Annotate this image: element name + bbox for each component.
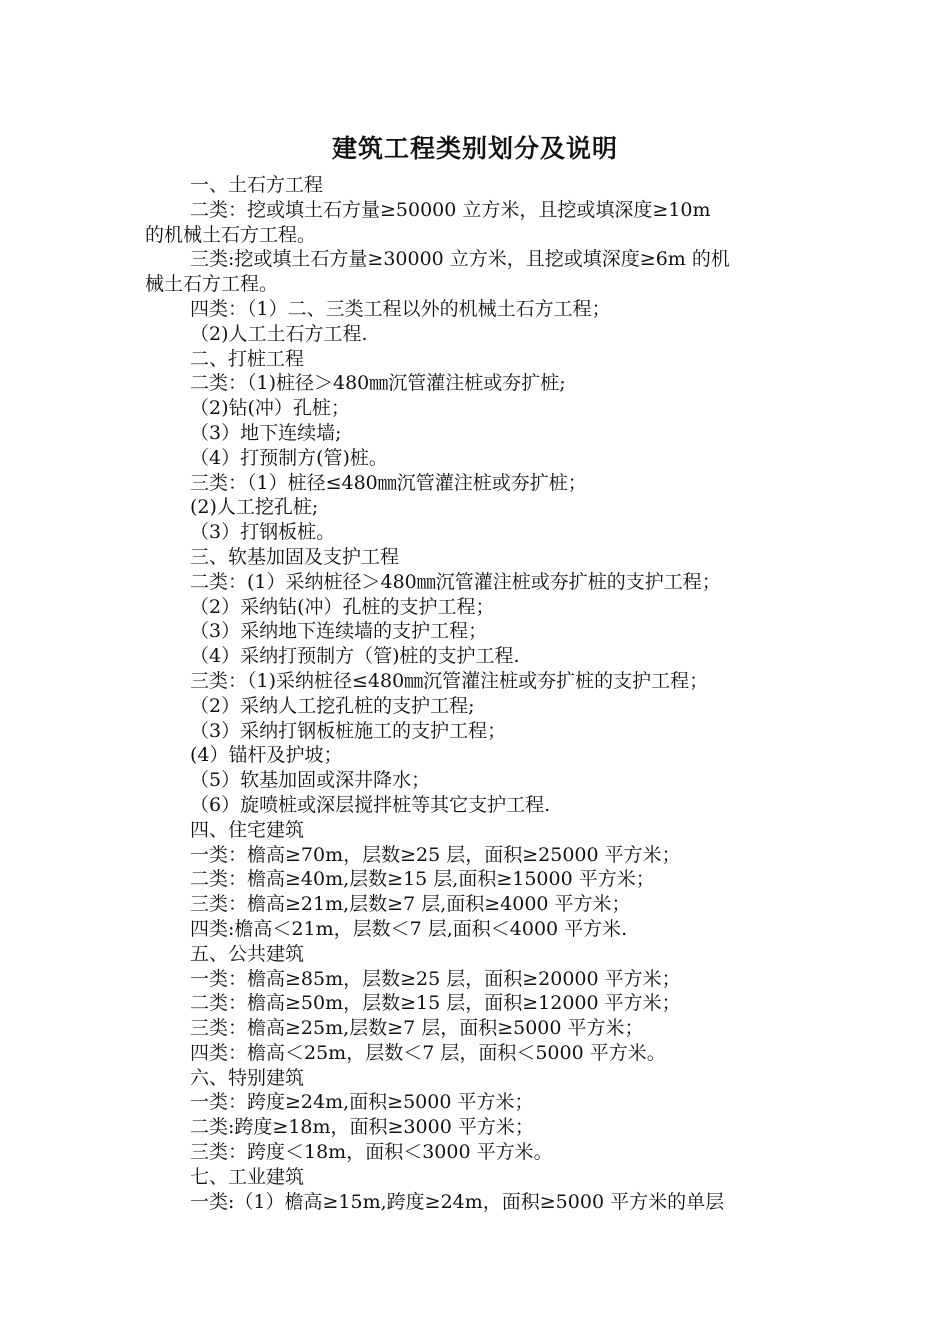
- section-heading-piling: 二、打桩工程: [190, 347, 305, 370]
- paragraph-line: 一类：檐高≥85m，层数≥25 层，面积≥20000 平方米；: [190, 967, 681, 990]
- paragraph-line: 械土石方工程。: [145, 273, 279, 296]
- paragraph-line: 一类：跨度≥24m,面积≥5000 平方米；: [190, 1091, 534, 1114]
- paragraph-line: 三类：檐高≥21m,层数≥7 层,面积≥4000 平方米；: [190, 893, 631, 916]
- paragraph-line: 一类:（1）檐高≥15m,跨度≥24m，面积≥5000 平方米的单层: [190, 1190, 725, 1213]
- paragraph-line: （2）采纳钻(冲）孔桩的支护工程；: [190, 595, 495, 618]
- paragraph-line: 三类：檐高≥25m,层数≥7 层，面积≥5000 平方米；: [190, 1017, 644, 1040]
- paragraph-line: 三类：跨度＜18m，面积＜3000 平方米。: [190, 1141, 553, 1164]
- paragraph-line: （2)人工土石方工程.: [190, 322, 368, 345]
- paragraph-line: 二类：檐高≥50m，层数≥15 层，面积≥12000 平方米；: [190, 992, 681, 1015]
- paragraph-line: （3）采纳地下连续墙的支护工程；: [190, 620, 488, 643]
- section-heading-special: 六、特别建筑: [190, 1066, 305, 1089]
- paragraph-line: （6）旋喷桩或深层搅拌桩等其它支护工程.: [190, 793, 551, 816]
- paragraph-line: (4）锚杆及护坡；: [190, 744, 343, 767]
- paragraph-line: （3）采纳打钢板桩施工的支护工程；: [190, 719, 507, 742]
- paragraph-line: （5）软基加固或深井降水；: [190, 769, 431, 792]
- paragraph-line: 二类：檐高≥40m,层数≥15 层,面积≥15000 平方米；: [190, 868, 655, 891]
- document-body: [145, 173, 810, 1214]
- paragraph-line: 二类：(1）采纳桩径＞480㎜沉管灌注桩或夯扩桩的支护工程；: [190, 570, 721, 593]
- paragraph-line: (2)人工挖孔桩;: [190, 496, 319, 519]
- paragraph-line: 三类：（1）桩径≤480㎜沉管灌注桩或夯扩桩；: [190, 471, 587, 494]
- paragraph-line: 四类：檐高＜25m，层数＜7 层，面积＜5000 平方米。: [190, 1041, 666, 1064]
- paragraph-line: （2）采纳人工挖孔桩的支护工程;: [190, 694, 475, 717]
- section-heading-public: 五、公共建筑: [190, 942, 305, 965]
- paragraph-line: （2)钻(冲）孔桩；: [190, 397, 350, 420]
- document-title: 建筑工程类别划分及说明: [331, 134, 618, 163]
- section-heading-earthwork: 一、土石方工程: [190, 174, 324, 196]
- paragraph-line: 一类：檐高≥70m，层数≥25 层，面积≥25000 平方米；: [190, 843, 681, 866]
- paragraph-line: 四类:檐高＜21m，层数＜7 层,面积＜4000 平方米.: [190, 917, 628, 940]
- section-heading-residential: 四、住宅建筑: [190, 818, 305, 841]
- paragraph-line: 的机械土石方工程。: [145, 223, 317, 246]
- paragraph-line: 四类：（1）二、三类工程以外的机械土石方工程；: [190, 297, 611, 320]
- paragraph-line: 二类：（1)桩径＞480㎜沉管灌注桩或夯扩桩;: [190, 372, 566, 395]
- paragraph-line: （3）地下连续墙;: [190, 421, 342, 444]
- paragraph-line: 三类:挖或填土石方量≥30000 立方米，且挖或填深度≥6m 的机: [190, 248, 730, 271]
- paragraph-line: （3）打钢板桩。: [190, 521, 336, 544]
- paragraph-line: 二类：挖或填土石方量≥50000 立方米，且挖或填深度≥10m: [190, 198, 711, 221]
- paragraph-line: 三类：（1)采纳桩径≤480㎜沉管灌注桩或夯扩桩的支护工程；: [190, 669, 709, 692]
- paragraph-line: （4）采纳打预制方（管)桩的支护工程.: [190, 645, 520, 668]
- section-heading-industrial: 七、工业建筑: [190, 1165, 305, 1188]
- paragraph-line: （4）打预制方(管)桩。: [190, 446, 388, 469]
- section-heading-soft-foundation: 三、软基加固及支护工程: [190, 545, 400, 568]
- paragraph-line: 二类:跨度≥18m，面积≥3000 平方米；: [190, 1116, 534, 1139]
